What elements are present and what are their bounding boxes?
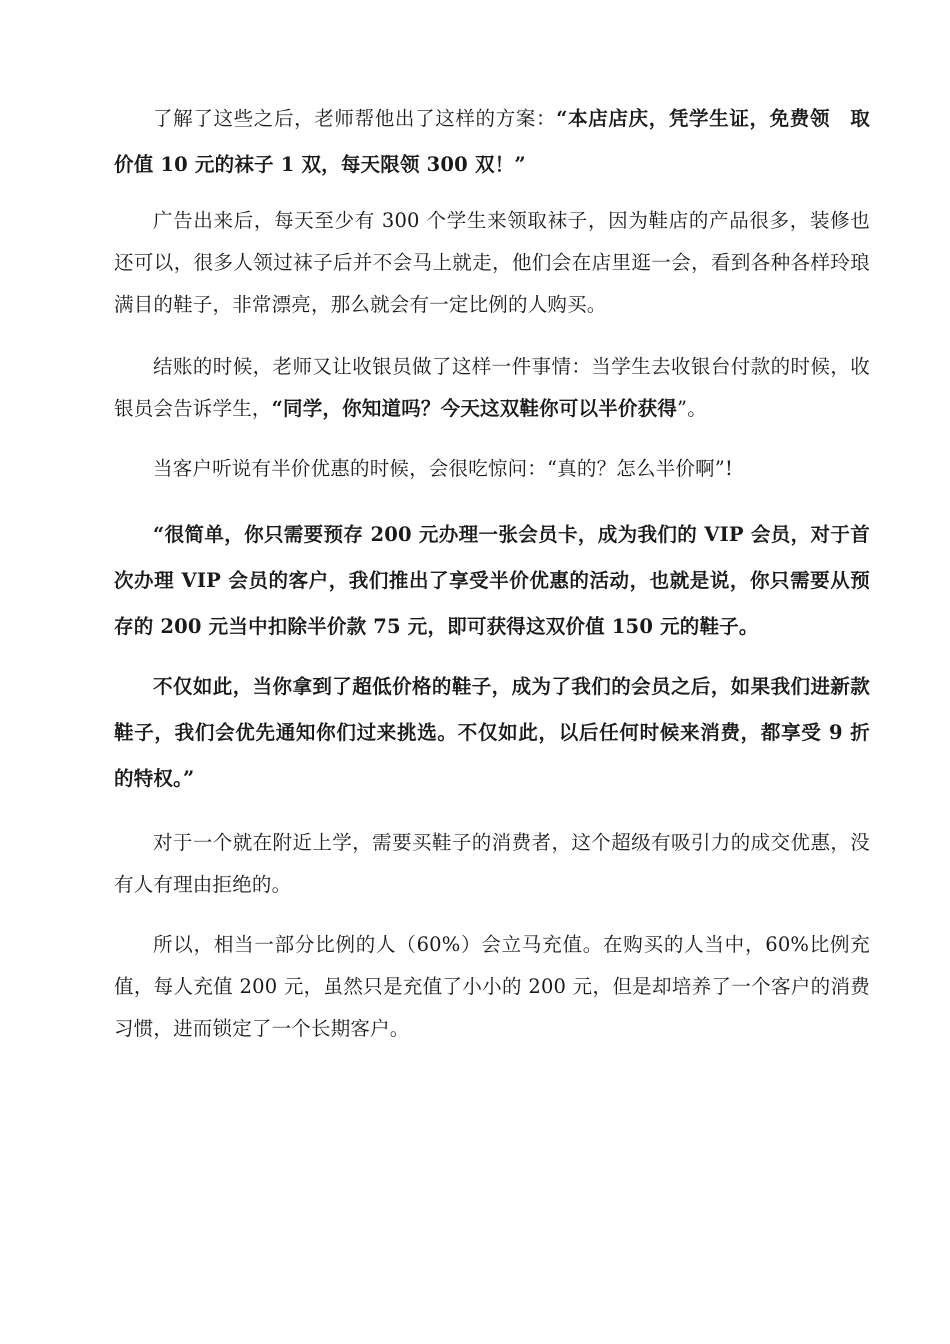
document-page [114, 96, 870, 1050]
paragraph-checkout-tail: ”。 [677, 397, 707, 420]
paragraph-vip-offer: “很简单，你只需要预存 200 元办理一张会员卡，成为我们的 VIP 会员，对于首次办理 VIP 会员的客户，我们推出了享受半价优惠的活动，也就是说，你只需要从预存的 200 元当中扣除半价款 75 元，即可获得这双价值 150 元的鞋子。 [114, 523, 870, 638]
paragraph-checkout-quote: “同学，你知道吗？今天这双鞋你可以半价获得 [271, 397, 678, 420]
paragraph-checkout [114, 346, 870, 430]
paragraph-plan-offer: “本店店庆，凭学生证，免费领 取价值 10 元的袜子 1 双，每天限领 300 双！” [114, 107, 870, 176]
paragraph-vip-benefits: 不仅如此，当你拿到了超低价格的鞋子，成为了我们的会员之后，如果我们进新款鞋子，我们会优先通知你们过来挑选。不仅如此，以后任何时候来消费，都享受 9 折的特权。” [114, 675, 870, 790]
paragraph-plan [114, 96, 870, 188]
paragraph-plan-intro: 了解了这些之后，老师帮他出了这样的方案： [153, 107, 557, 130]
paragraph-checkout-intro: 结账的时候，老师又让收银员做了这样一件事情：当学生去收银台付款的时候，收银员会告诉学生， [114, 355, 870, 420]
paragraph-conclusion: 所以，相当一部分比例的人（60%）会立马充值。在购买的人当中，60%比例充值，每人充值 200 元，虽然只是充值了小小的 200 元，但是却培养了一个客户的消费习惯，进而锁定了一个长期客户。 [114, 933, 870, 1040]
paragraph-attraction: 对于一个就在附近上学，需要买鞋子的消费者，这个超级有吸引力的成交优惠，没有人有理由拒绝的。 [114, 831, 870, 896]
paragraph-customer-question: 当客户听说有半价优惠的时候，会很吃惊问：“真的？怎么半价啊”! [153, 457, 733, 480]
paragraph-ad-result: 广告出来后，每天至少有 300 个学生来领取袜子，因为鞋店的产品很多，装修也还可以，很多人领过袜子后并不会马上就走，他们会在店里逛一会，看到各种各样玲琅满目的鞋子，非常漂亮，那么就会有一定比例的人购买。 [114, 209, 870, 316]
